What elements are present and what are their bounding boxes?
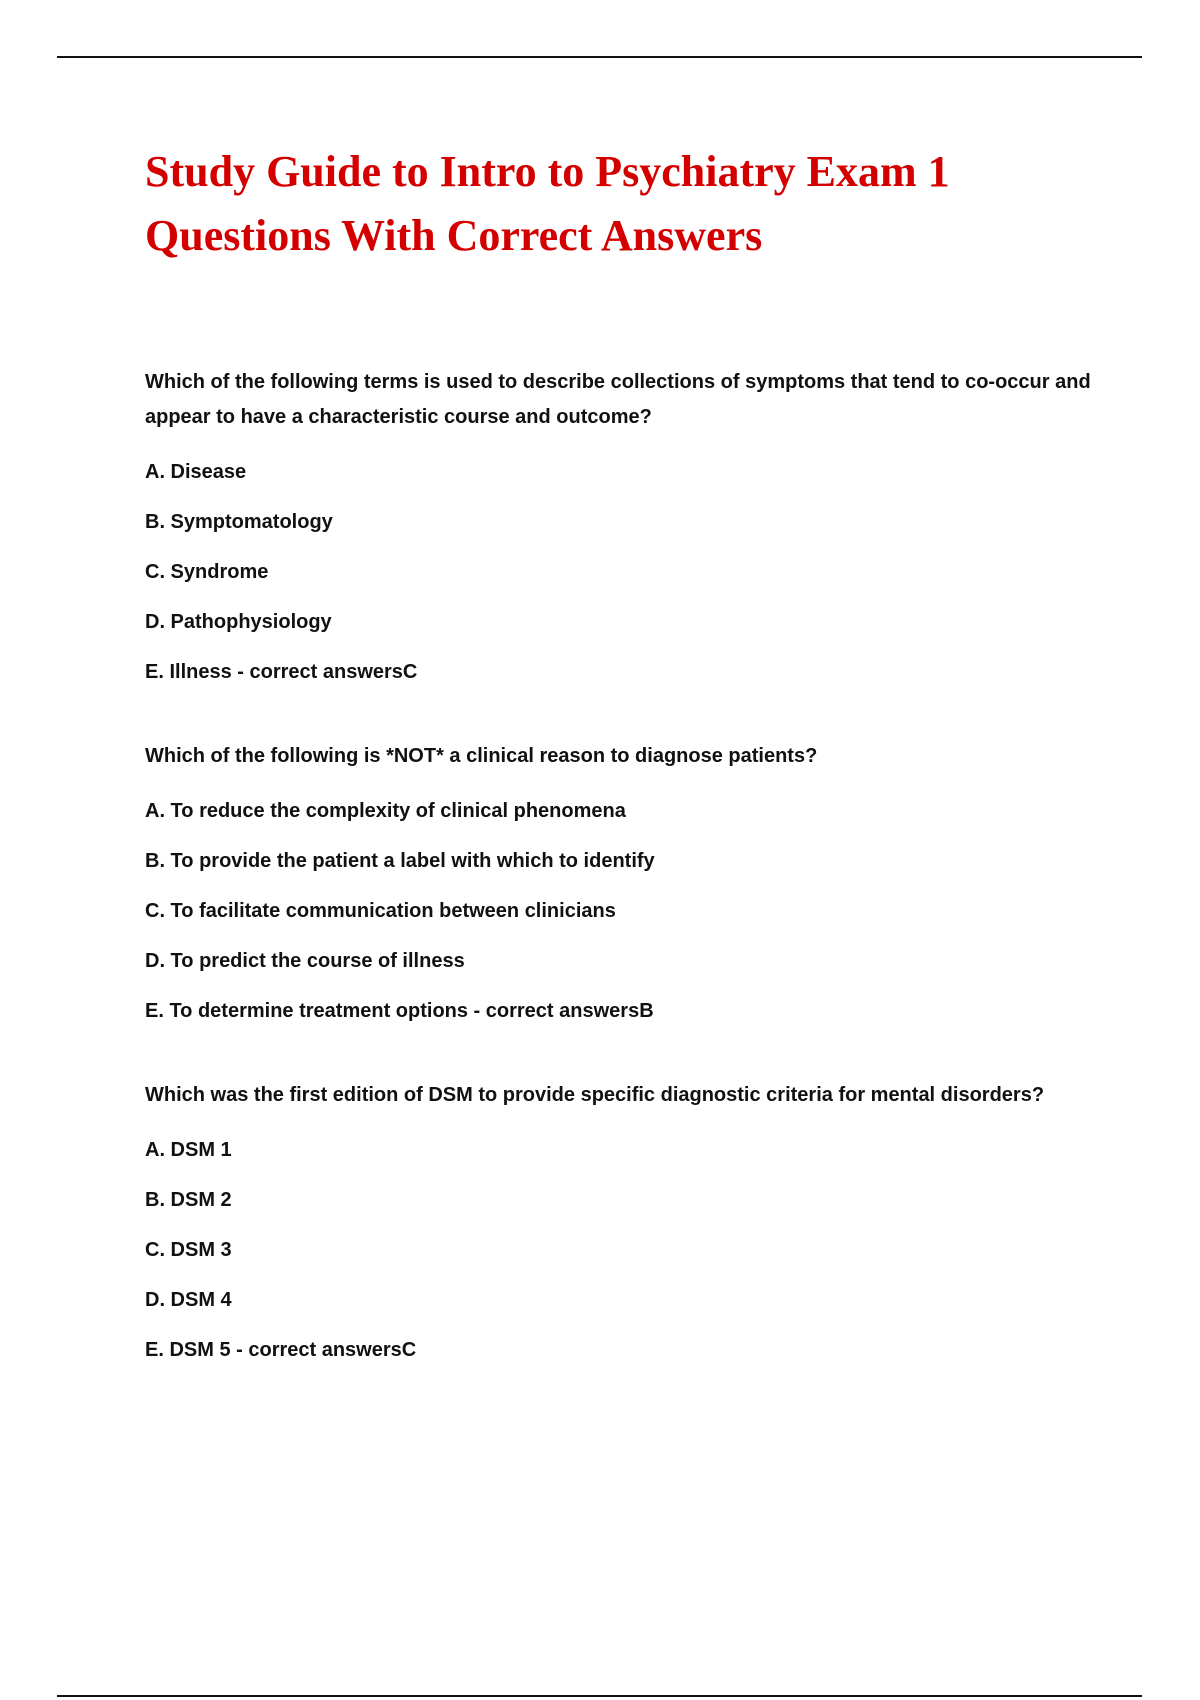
option-c: C. Syndrome	[145, 561, 269, 583]
option-d: D. To predict the course of illness	[145, 950, 465, 972]
document-body	[145, 140, 1105, 1417]
question-text: Which of the following terms is used to describe collections of symptoms that tend to co-occur and appear to have a characteristic course and outcome?	[145, 371, 1091, 428]
question-text: Which of the following is *NOT* a clinical reason to diagnose patients?	[145, 745, 818, 767]
option-e-with-answer: E. DSM 5 - correct answersC	[145, 1339, 417, 1361]
option-b: B. Symptomatology	[145, 511, 333, 533]
question-2	[145, 739, 1105, 1024]
question-3	[145, 1078, 1105, 1363]
question-1	[145, 365, 1105, 685]
option-d: D. Pathophysiology	[145, 611, 332, 633]
option-c: C. DSM 3	[145, 1239, 232, 1261]
option-b: B. To provide the patient a label with which to identify	[145, 850, 655, 872]
option-a: A. Disease	[145, 461, 247, 483]
option-b: B. DSM 2	[145, 1189, 232, 1211]
option-e-with-answer: E. To determine treatment options - correct answersB	[145, 1000, 654, 1022]
document-title: Study Guide to Intro to Psychiatry Exam 1 Questions With Correct Answers	[145, 147, 950, 260]
footer-rule	[57, 1695, 1142, 1697]
question-list	[145, 365, 1105, 1363]
option-a: A. DSM 1	[145, 1139, 232, 1161]
option-a: A. To reduce the complexity of clinical phenomena	[145, 800, 626, 822]
question-text: Which was the first edition of DSM to provide specific diagnostic criteria for mental disorders?	[145, 1084, 1045, 1106]
option-e-with-answer: E. Illness - correct answersC	[145, 661, 418, 683]
option-d: D. DSM 4	[145, 1289, 232, 1311]
header-rule	[57, 56, 1142, 58]
option-c: C. To facilitate communication between clinicians	[145, 900, 616, 922]
